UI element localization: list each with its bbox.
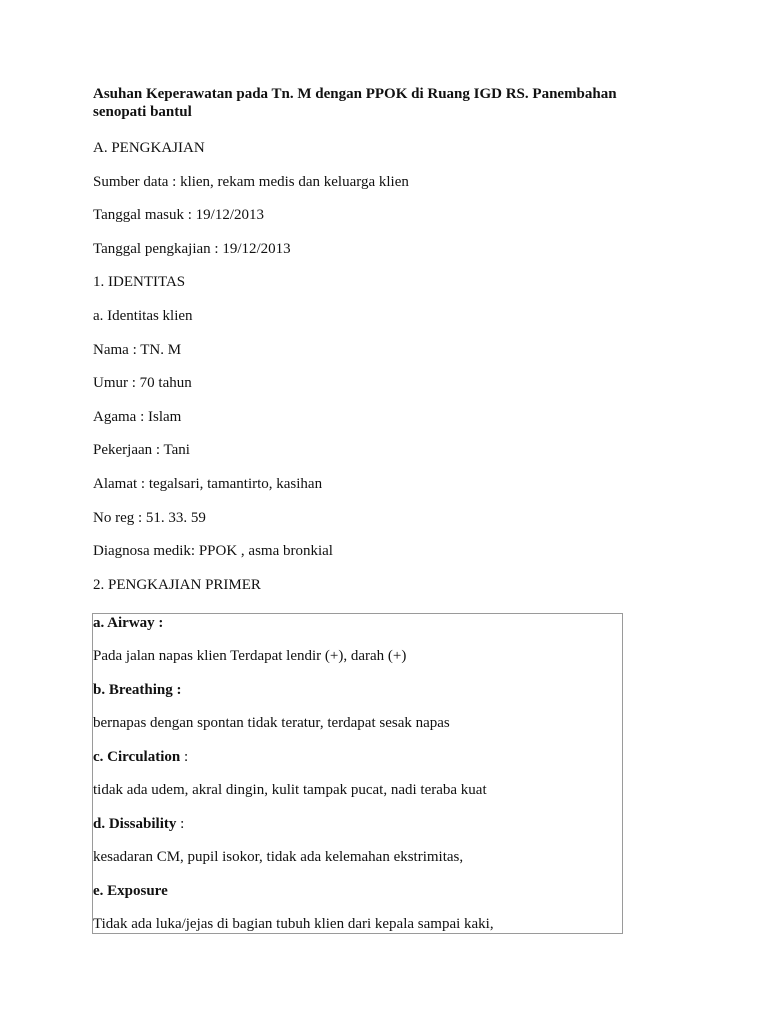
breathing-text: bernapas dengan spontan tidak teratur, terdapat sesak napas	[93, 715, 450, 731]
airway-heading: a. Airway :	[93, 615, 164, 631]
primary-assessment-box	[92, 613, 623, 934]
assessment-date-line: Tanggal pengkajian : 19/12/2013	[93, 240, 291, 257]
disability-text: kesadaran CM, pupil isokor, tidak ada kelemahan ekstrimitas,	[93, 849, 464, 865]
occupation-line: Pekerjaan : Tani	[93, 442, 190, 459]
age-line: Umur : 70 tahun	[93, 375, 192, 392]
medical-diagnosis-line: Diagnosa medik: PPOK , asma bronkial	[93, 543, 333, 560]
document-body	[93, 85, 653, 609]
circulation-heading: c. Circulation :	[93, 749, 189, 765]
section-heading-pengkajian: A. PENGKAJIAN	[93, 140, 205, 156]
document-title: Asuhan Keperawatan pada Tn. M dengan PPOK di Ruang IGD RS. Panembahan senopati bantul	[93, 86, 617, 120]
exposure-heading: e. Exposure	[93, 883, 168, 899]
data-source-line: Sumber data : klien, rekam medis dan keluarga klien	[93, 173, 409, 190]
religion-line: Agama : Islam	[93, 408, 182, 425]
disability-heading: d. Dissability :	[93, 816, 185, 832]
section-heading-primary-assessment: 2. PENGKAJIAN PRIMER	[93, 576, 261, 593]
airway-text: Pada jalan napas klien Terdapat lendir (+), darah (+)	[93, 648, 407, 664]
registration-number-line: No reg : 51. 33. 59	[93, 509, 206, 526]
address-line: Alamat : tegalsari, tamantirto, kasihan	[93, 475, 323, 492]
admission-date-line: Tanggal masuk : 19/12/2013	[93, 207, 265, 224]
subheading-client-identity: a. Identitas klien	[93, 307, 193, 324]
name-line: Nama : TN. M	[93, 341, 182, 358]
circulation-text: tidak ada udem, akral dingin, kulit tampak pucat, nadi teraba kuat	[93, 782, 487, 798]
breathing-heading: b. Breathing :	[93, 682, 182, 698]
section-heading-identitas: 1. IDENTITAS	[93, 274, 186, 291]
exposure-text: Tidak ada luka/jejas di bagian tubuh klien dari kepala sampai kaki,	[93, 916, 494, 932]
